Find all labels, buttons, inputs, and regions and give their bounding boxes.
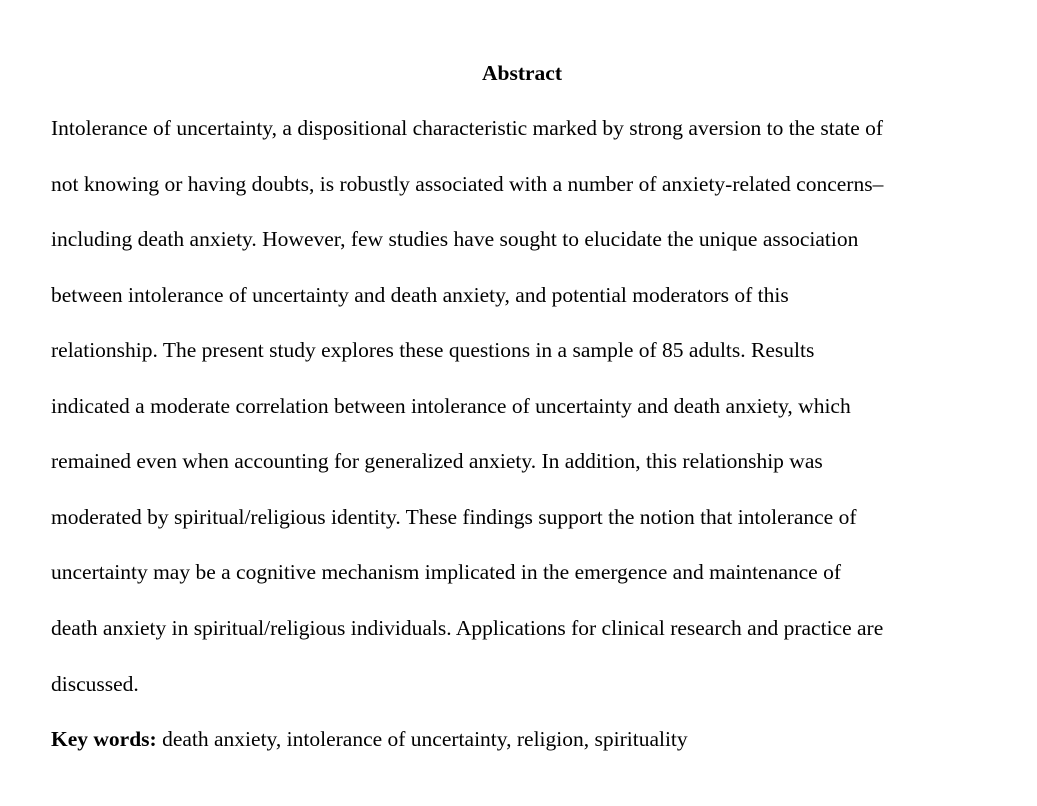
keywords-text: death anxiety, intolerance of uncertainty, religion, spirituality [156,727,688,751]
abstract-line-3: including death anxiety. However, few studies have sought to elucidate the unique association [51,227,859,251]
abstract-line-8: moderated by spiritual/religious identity. These findings support the notion that intolerance of [51,505,857,529]
abstract-line-11: discussed. [51,672,139,696]
abstract-line-5: relationship. The present study explores these questions in a sample of 85 adults. Results [51,338,815,362]
abstract-line-1: Intolerance of uncertainty, a dispositional characteristic marked by strong aversion to the state of [51,116,884,140]
abstract-line-2: not knowing or having doubts, is robustly associated with a number of anxiety-related concerns– [51,172,884,196]
abstract-title: Abstract [481,61,562,85]
abstract-line-9: uncertainty may be a cognitive mechanism implicated in the emergence and maintenance of [51,560,842,584]
abstract-line-4: between intolerance of uncertainty and death anxiety, and potential moderators of this [51,283,789,307]
abstract-line-7: remained even when accounting for generalized anxiety. In addition, this relationship was [51,449,823,473]
keywords-label: Key words: [51,727,157,751]
abstract-line-6: indicated a moderate correlation between intolerance of uncertainty and death anxiety, which [51,394,851,418]
keywords-line [51,724,688,754]
abstract-line-10: death anxiety in spiritual/religious individuals. Applications for clinical research and practice are [51,616,884,640]
